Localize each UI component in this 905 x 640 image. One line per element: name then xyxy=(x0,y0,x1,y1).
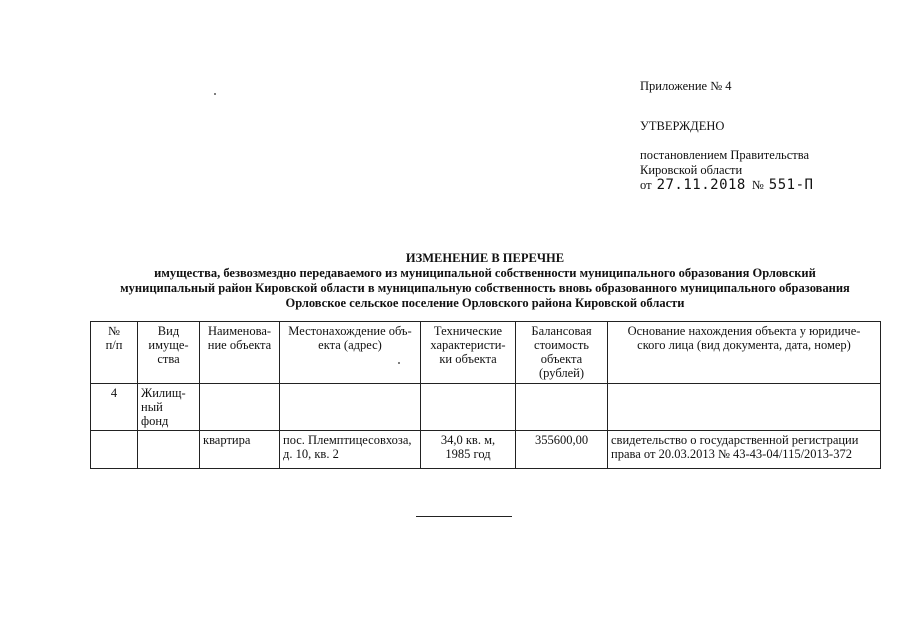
column-header-number: № п/п xyxy=(91,322,138,384)
document-title: ИЗМЕНЕНИЕ В ПЕРЕЧНЕ xyxy=(405,251,565,265)
table-row xyxy=(91,431,881,469)
cell-technical-specs xyxy=(421,384,516,431)
handwritten-date: 27.11.2018 xyxy=(656,177,746,193)
table-header-row xyxy=(91,322,881,384)
document-subtitle-line-2: муниципальный район Кировской области в муниципальную собственность вновь образованного муниципального образования xyxy=(120,281,850,295)
cell-address xyxy=(280,384,421,431)
approval-stamp-text: УТВЕРЖДЕНО xyxy=(640,119,725,133)
scan-speck xyxy=(398,362,400,364)
cell-number: 4 xyxy=(91,384,138,431)
number-prefix: № xyxy=(751,178,764,192)
column-header-object-name: Наименова- ние объекта xyxy=(200,322,280,384)
handwritten-number: 551-П xyxy=(768,177,814,193)
cell-number xyxy=(91,431,138,469)
cell-book-value xyxy=(516,384,608,431)
cell-property-type xyxy=(138,431,200,469)
document-subtitle-line-3: Орловское сельское поселение Орловского района Кировской области xyxy=(285,296,685,310)
decree-line-1: постановлением Правительства xyxy=(640,148,810,162)
column-header-legal-basis: Основание нахождения объекта у юридиче- ского лица (вид документа, дата, номер) xyxy=(608,322,881,384)
table-row xyxy=(91,384,881,431)
decree-date-line xyxy=(640,178,813,193)
column-header-property-type: Вид имуще- ства xyxy=(138,322,200,384)
end-of-document-rule xyxy=(416,516,512,517)
date-prefix: от xyxy=(640,178,652,192)
column-header-address: Местонахождение объ- екта (адрес) xyxy=(280,322,421,384)
cell-address: пос. Племптицесовхоза, д. 10, кв. 2 xyxy=(280,431,421,469)
cell-object-name: квартира xyxy=(200,431,280,469)
decree-line-2: Кировской области xyxy=(640,163,743,177)
document-subtitle-line-1: имущества, безвозмездно передаваемого из муниципальной собственности муниципального образования Орловский xyxy=(154,266,816,280)
cell-object-name xyxy=(200,384,280,431)
scan-speck xyxy=(214,93,216,95)
column-header-technical-specs: Технические характеристи- ки объекта xyxy=(421,322,516,384)
column-header-book-value: Балансовая стоимость объекта (рублей) xyxy=(516,322,608,384)
cell-technical-specs: 34,0 кв. м, 1985 год xyxy=(421,431,516,469)
cell-legal-basis xyxy=(608,384,881,431)
appendix-number: Приложение № 4 xyxy=(640,79,732,93)
property-table xyxy=(90,321,881,469)
cell-property-type: Жилищ- ный фонд xyxy=(138,384,200,431)
cell-book-value: 355600,00 xyxy=(516,431,608,469)
cell-legal-basis: свидетельство о государственной регистрации права от 20.03.2013 № 43-43-04/115/2013-372 xyxy=(608,431,881,469)
